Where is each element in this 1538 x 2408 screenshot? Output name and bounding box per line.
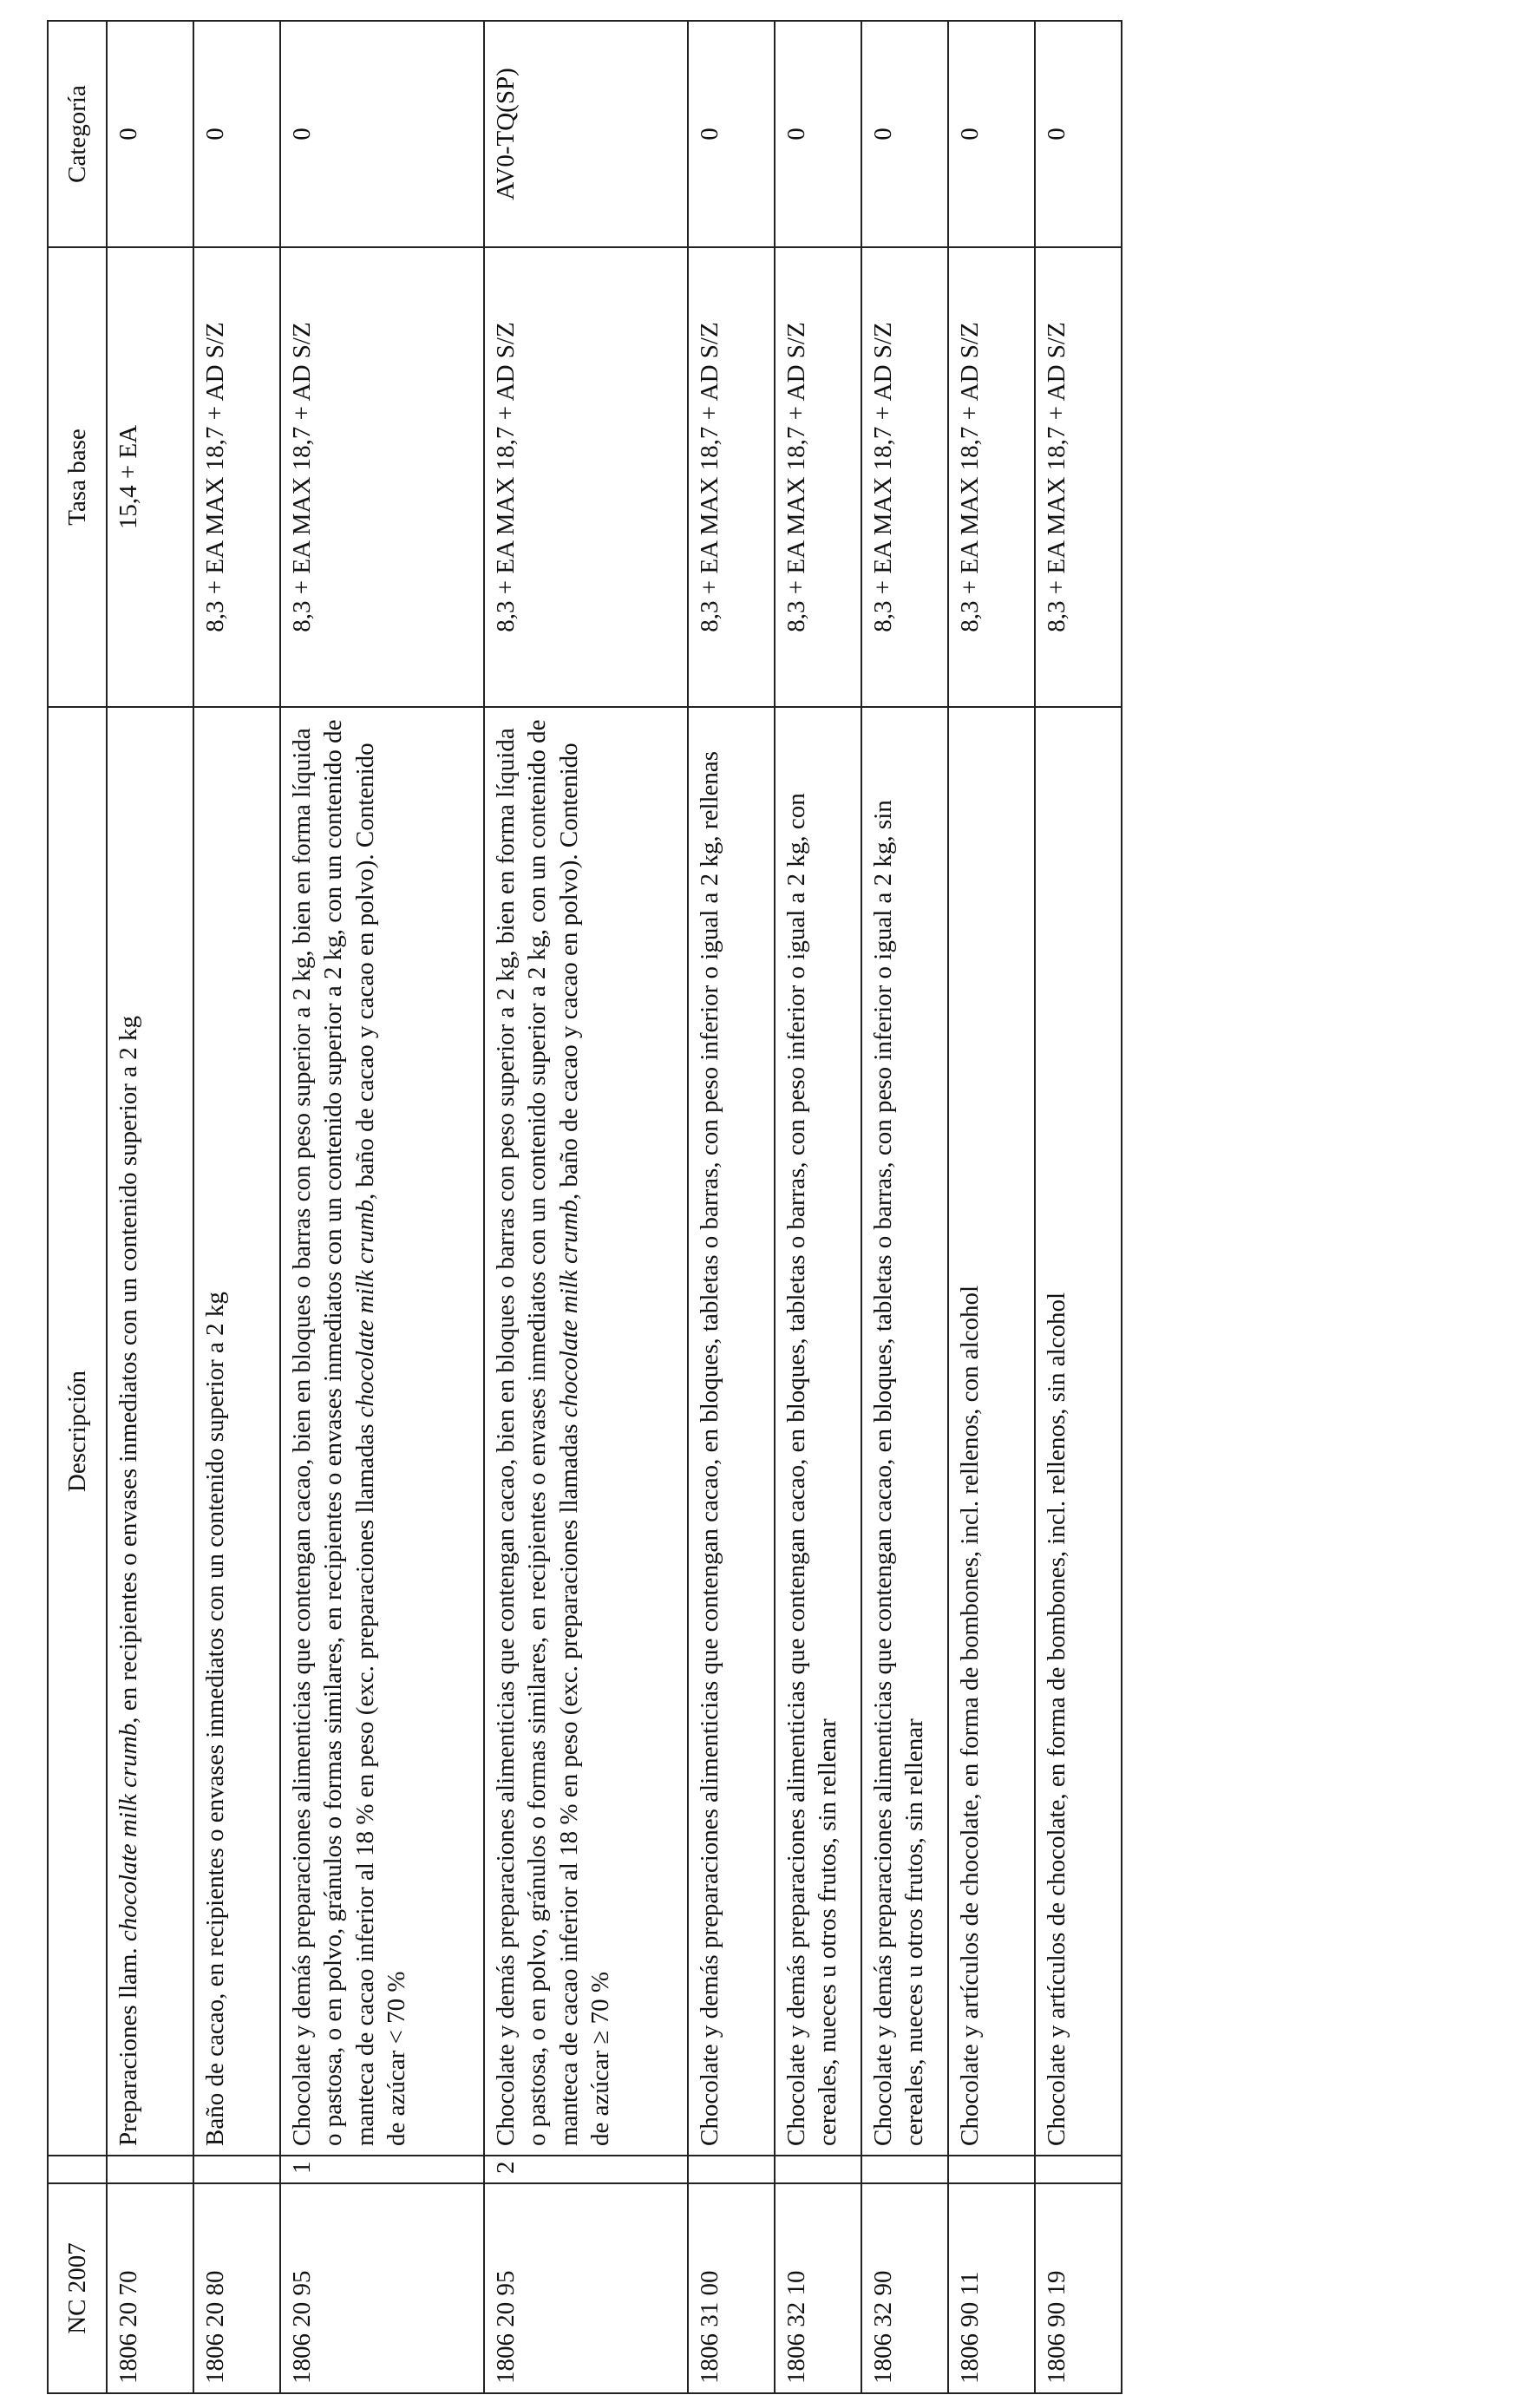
category: 0 bbox=[193, 21, 280, 247]
category: 0 bbox=[688, 21, 775, 247]
category: 0 bbox=[775, 21, 861, 247]
header-description: Descripción bbox=[48, 707, 107, 2156]
description-cell bbox=[107, 707, 193, 2156]
nc-code: 1806 32 10 bbox=[775, 2183, 861, 2393]
table-row bbox=[107, 21, 193, 2393]
base-rate: 8,3 + EA MAX 18,7 + AD S/Z bbox=[484, 247, 688, 707]
header-nc: NC 2007 bbox=[48, 2183, 107, 2393]
table-row bbox=[1035, 21, 1122, 2393]
base-rate: 8,3 + EA MAX 18,7 + AD S/Z bbox=[861, 247, 948, 707]
header-rate: Tasa base bbox=[48, 247, 107, 707]
table-header-row bbox=[48, 21, 107, 2393]
tariff-table bbox=[47, 20, 1122, 2394]
description-text: Chocolate y demás preparaciones alimenticias que contengan cacao, bien en bloques o barras con peso superior a 2 kg, bien en forma líquida o pastosa, o en polvo, gránulos o formas similares, en recipientes o envases inmediatos con un contenido superior a 2 kg, con un contenido de manteca de cacao inferior al 18 % en peso (exc. preparaciones llamadas bbox=[492, 719, 583, 2146]
table-row bbox=[688, 21, 775, 2393]
nc-code: 1806 90 19 bbox=[1035, 2183, 1122, 2393]
nc-code: 1806 31 00 bbox=[688, 2183, 775, 2393]
nc-code: 1806 20 95 bbox=[484, 2183, 688, 2393]
category: 0 bbox=[1035, 21, 1122, 247]
category: 0 bbox=[280, 21, 484, 247]
description-italic-term: chocolate milk crumb bbox=[554, 1199, 583, 1418]
table-row bbox=[280, 21, 484, 2393]
row-number: 1 bbox=[280, 2156, 484, 2183]
category: 0 bbox=[861, 21, 948, 247]
description-cell bbox=[948, 707, 1035, 2156]
description-italic-term: chocolate milk crumb bbox=[115, 1723, 142, 1942]
category: 0 bbox=[948, 21, 1035, 247]
base-rate: 8,3 + EA MAX 18,7 + AD S/Z bbox=[948, 247, 1035, 707]
base-rate: 15,4 + EA bbox=[107, 247, 193, 707]
category: AV0-TQ(SP) bbox=[484, 21, 688, 247]
category: 0 bbox=[107, 21, 193, 247]
base-rate: 8,3 + EA MAX 18,7 + AD S/Z bbox=[1035, 247, 1122, 707]
base-rate: 8,3 + EA MAX 18,7 + AD S/Z bbox=[775, 247, 861, 707]
description-cell bbox=[484, 707, 688, 2156]
description-text: Chocolate y demás preparaciones alimenticias que contengan cacao, bien en bloques o barras con peso superior a 2 kg, bien en forma líquida o pastosa, o en polvo, gránulos o formas similares, en recipientes o envases inmediatos con un contenido superior a 2 kg, con un contenido de manteca de cacao inferior al 18 % en peso (exc. preparaciones llamadas bbox=[288, 719, 379, 2146]
description-text: Preparaciones llam. bbox=[115, 1941, 142, 2146]
description-cell bbox=[861, 707, 948, 2156]
row-number bbox=[1035, 2156, 1122, 2183]
table-row bbox=[775, 21, 861, 2393]
description-italic-term: chocolate milk crumb bbox=[350, 1199, 379, 1418]
description-text: Baño de cacao, en recipientes o envases inmediatos con un contenido superior a 2 kg bbox=[201, 1292, 229, 2146]
row-number bbox=[688, 2156, 775, 2183]
table-row bbox=[193, 21, 280, 2393]
nc-code: 1806 20 95 bbox=[280, 2183, 484, 2393]
description-text: Chocolate y demás preparaciones alimenticias que contengan cacao, en bloques, tabletas o barras, con peso inferior o igual a 2 kg, rellenas bbox=[696, 750, 723, 2146]
header-category: Categoría bbox=[48, 21, 107, 247]
nc-code: 1806 20 70 bbox=[107, 2183, 193, 2393]
nc-code: 1806 20 80 bbox=[193, 2183, 280, 2393]
row-number: 2 bbox=[484, 2156, 688, 2183]
header-number bbox=[48, 2156, 107, 2183]
row-number bbox=[107, 2156, 193, 2183]
description-cell bbox=[280, 707, 484, 2156]
table-row bbox=[484, 21, 688, 2393]
row-number bbox=[775, 2156, 861, 2183]
description-text: Chocolate y artículos de chocolate, en forma de bombones, incl. rellenos, sin alcohol bbox=[1043, 1292, 1070, 2146]
description-text: , baño de cacao y cacao en polvo). Contenido de azúcar < 70 % bbox=[350, 743, 410, 2146]
row-number bbox=[861, 2156, 948, 2183]
description-text: Chocolate y demás preparaciones alimenticias que contengan cacao, en bloques, tabletas o barras, con peso inferior o igual a 2 kg, sin cereales, nueces u otros frutos, sin rellenar bbox=[869, 800, 929, 2146]
nc-code: 1806 32 90 bbox=[861, 2183, 948, 2393]
description-text: Chocolate y demás preparaciones alimenticias que contengan cacao, en bloques, tabletas o barras, con peso inferior o igual a 2 kg, con cereales, nueces u otros frutos, sin rellenar bbox=[782, 793, 842, 2146]
description-cell bbox=[1035, 707, 1122, 2156]
base-rate: 8,3 + EA MAX 18,7 + AD S/Z bbox=[688, 247, 775, 707]
base-rate: 8,3 + EA MAX 18,7 + AD S/Z bbox=[193, 247, 280, 707]
row-number bbox=[948, 2156, 1035, 2183]
table-row bbox=[948, 21, 1035, 2393]
description-cell bbox=[688, 707, 775, 2156]
rotated-table-container bbox=[47, 22, 1122, 2394]
nc-code: 1806 90 11 bbox=[948, 2183, 1035, 2393]
description-text: Chocolate y artículos de chocolate, en forma de bombones, incl. rellenos, con alcohol bbox=[956, 1285, 984, 2146]
row-number bbox=[193, 2156, 280, 2183]
description-cell bbox=[775, 707, 861, 2156]
table-row bbox=[861, 21, 948, 2393]
base-rate: 8,3 + EA MAX 18,7 + AD S/Z bbox=[280, 247, 484, 707]
description-text: , baño de cacao y cacao en polvo). Contenido de azúcar ≥ 70 % bbox=[554, 743, 614, 2146]
description-cell bbox=[193, 707, 280, 2156]
description-text: , en recipientes o envases inmediatos con un contenido superior a 2 kg bbox=[115, 1016, 142, 1724]
